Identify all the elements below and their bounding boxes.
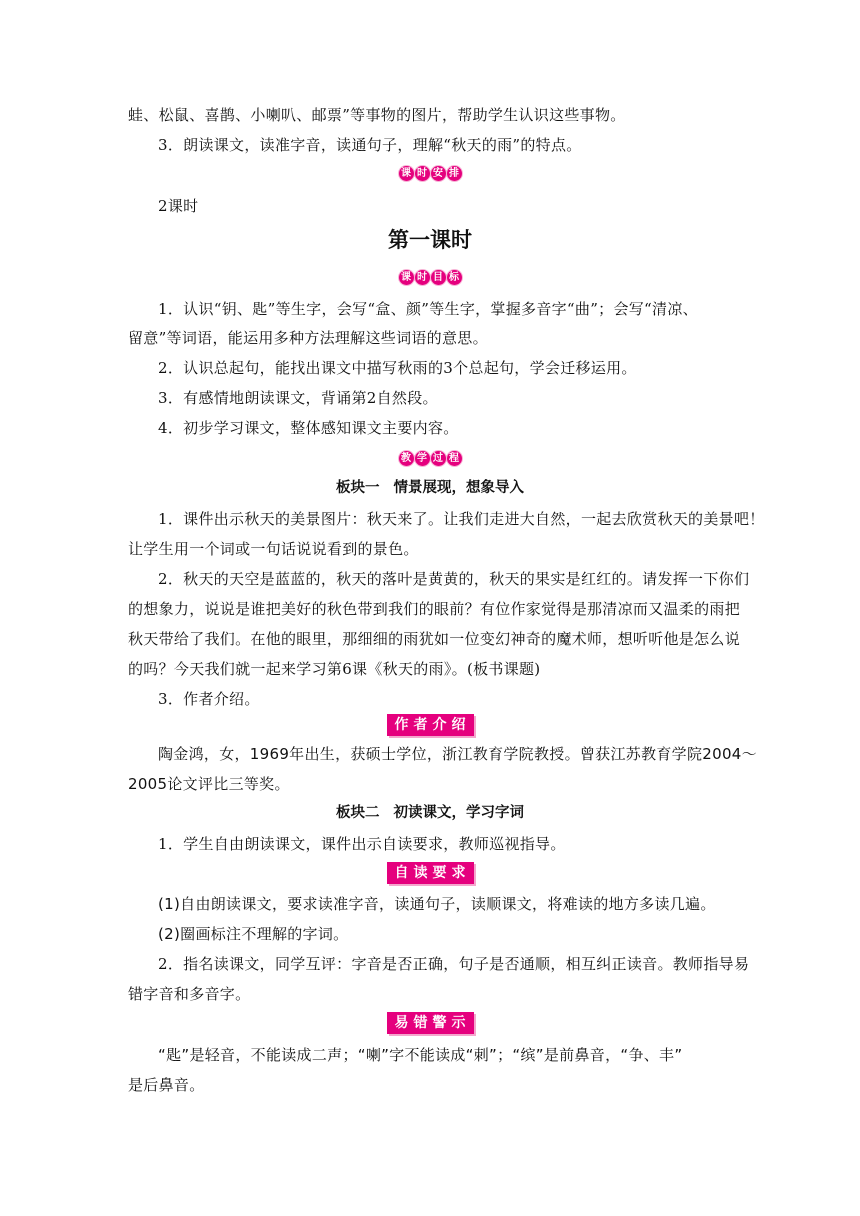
- section-title-2: 板块二 初读课文，学习字词: [336, 805, 524, 821]
- step-2-cont-b: 秋天带给了我们。在他的眼里，那细细的雨犹如一位变幻神奇的魔术师，想听听他是怎么说: [128, 630, 741, 648]
- author-bio-cont: 2005论文评比三等奖。: [128, 775, 290, 793]
- author-bio: 陶金鸿，女，1969年出生，获硕士学位，浙江教育学院教授。曾获江苏教育学院2004～: [158, 745, 757, 763]
- page-heading: 第一课时: [388, 228, 472, 252]
- reading-req-2: (2)圈画标注不理解的字词。: [158, 925, 349, 943]
- goal-2: 2．认识总起句，能找出课文中描写秋雨的3个总起句，学会迁移运用。: [158, 359, 637, 377]
- lesson-count: 2课时: [158, 197, 199, 215]
- label-teaching-process: 教 学 过 程: [0, 451, 860, 466]
- reading-req-1: (1)自由朗读课文，要求读准字音，读通句子，读顺课文，将难读的地方多读几遍。: [158, 895, 716, 913]
- label-author-intro: 作者介绍: [0, 714, 860, 736]
- section-title-1: 板块一 情景展现，想象导入: [336, 480, 524, 496]
- label-lesson-arrangement: 课 时 安 排: [0, 166, 860, 181]
- step-2-cont-c: 的吗？今天我们就一起来学习第6课《秋天的雨》。(板书课题): [128, 660, 541, 678]
- goal-1-cont: 留意”等词语，能运用多种方法理解这些词语的意思。: [128, 329, 488, 347]
- read-step-1: 1．学生自由朗读课文，课件出示自读要求，教师巡视指导。: [158, 835, 566, 853]
- step-2: 2．秋天的天空是蓝蓝的，秋天的落叶是黄黄的，秋天的果实是红红的。请发挥一下你们: [158, 570, 750, 588]
- step-3: 3．作者介绍。: [158, 690, 260, 708]
- label-lesson-goals: 课 时 目 标: [0, 270, 860, 285]
- read-step-2: 2．指名读课文，同学互评：字音是否正确，句子是否通顺，相互纠正读音。教师指导易: [158, 955, 750, 973]
- label-self-reading: 自读要求: [0, 862, 860, 884]
- step-2-cont-a: 的想象力，说说是谁把美好的秋色带到我们的眼前？有位作家觉得是那清凉而又温柔的雨把: [128, 600, 741, 618]
- read-step-2-cont: 错字音和多音字。: [128, 985, 251, 1003]
- goal-4: 4．初步学习课文，整体感知课文主要内容。: [158, 419, 459, 437]
- goal-1: 1．认识“钥、匙”等生字，会写“盒、颜”等生字，掌握多音字“曲”；会写“清凉、: [158, 300, 698, 318]
- warning-text: “匙”是轻音，不能读成二声；“喇”字不能读成“刺”；“缤”是前鼻音，“争、丰”: [158, 1046, 683, 1064]
- goal-3: 3．有感情地朗读课文，背诵第2自然段。: [158, 389, 438, 407]
- warning-text-cont: 是后鼻音。: [128, 1076, 205, 1094]
- prep-item-3: 3．朗读课文，读准字音，读通句子，理解“秋天的雨”的特点。: [158, 136, 582, 154]
- materials-text: 蛙、松鼠、喜鹊、小喇叭、邮票”等事物的图片，帮助学生认识这些事物。: [128, 106, 626, 124]
- step-1-cont: 让学生用一个词或一句话说说看到的景色。: [128, 540, 419, 558]
- step-1: 1．课件出示秋天的美景图片：秋天来了。让我们走进大自然，一起去欣赏秋天的美景吧！: [158, 510, 765, 528]
- label-common-errors: 易错警示: [0, 1012, 860, 1034]
